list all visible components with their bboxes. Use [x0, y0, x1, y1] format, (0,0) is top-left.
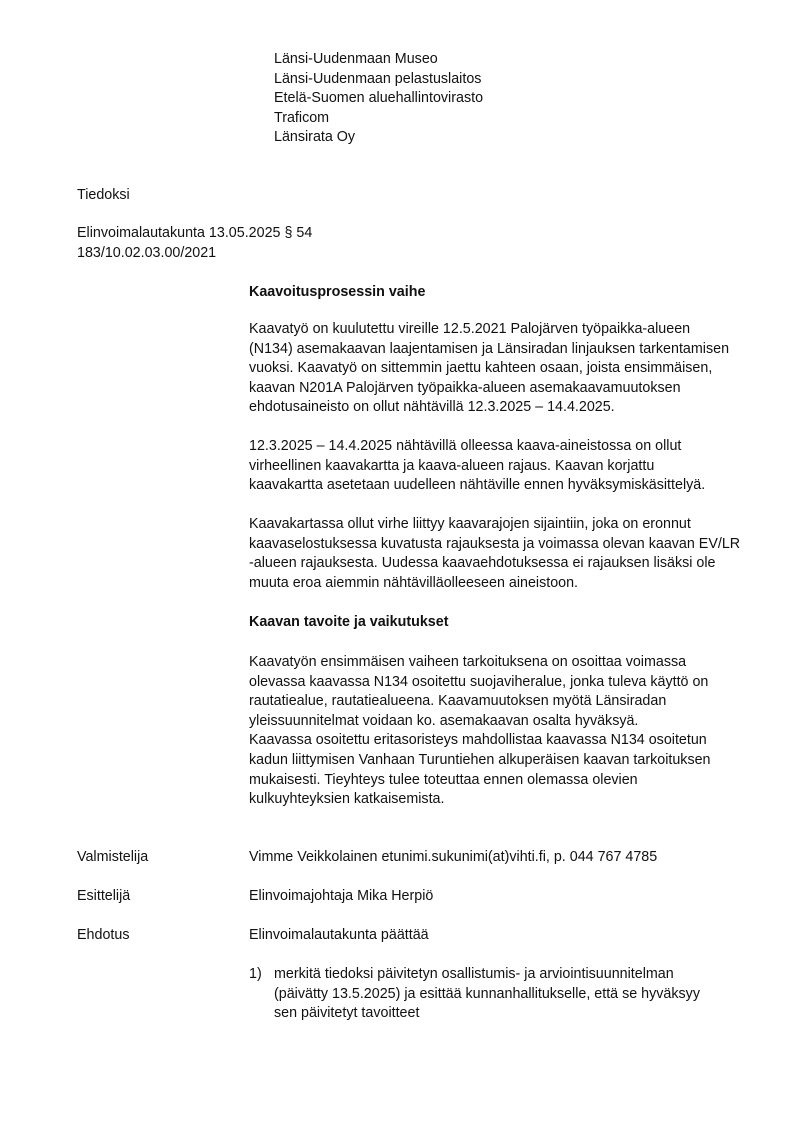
text-line: Kaavassa osoitettu eritasoristeys mahdollistaa kaavassa N134 osoitetun	[249, 732, 707, 749]
text-line: (päivätty 13.5.2025) ja esittää kunnanhallitukselle, että se hyväksyy	[274, 985, 700, 1002]
text-line: vuoksi. Kaavatyö on sittemmin jaettu kahteen osaan, joista ensimmäisen,	[249, 360, 713, 377]
case-id: 183/10.02.03.00/2021	[77, 245, 217, 261]
paragraph	[249, 320, 749, 418]
recipient: Länsi-Uudenmaan Museo	[274, 51, 438, 67]
valmistelija-label: Valmistelija	[77, 849, 149, 865]
text-line: kulkuyhteyksien katkaisemista.	[249, 791, 445, 808]
recipient: Länsi-Uudenmaan pelastuslaitos	[274, 70, 482, 87]
valmistelija-value: Vimme Veikkolainen etunimi.sukunimi(at)vihti.fi, p. 044 767 4785	[249, 849, 658, 865]
recipient: Etelä-Suomen aluehallintovirasto	[274, 90, 484, 107]
text-line: yleissuunnitelmat voidaan ko. asemakaavan osalta hyväksyä.	[249, 712, 639, 729]
text-line: kaavakartta asetetaan uudelleen nähtäville ennen hyväksymiskäsittelyä.	[249, 477, 706, 494]
recipient: Traficom	[274, 109, 330, 126]
tiedoksi-label: Tiedoksi	[77, 187, 130, 203]
decision-item-text	[274, 965, 700, 1024]
text-line: kadun liittymisen Vanhaan Turuntiehen alkuperäisen kaavan tarkoituksen	[249, 751, 711, 768]
recipient: Länsirata Oy	[274, 129, 356, 146]
esittelija-label: Esittelijä	[77, 888, 131, 904]
esittelija-value: Elinvoimajohtaja Mika Herpiö	[249, 888, 434, 904]
text-line: ehdotusaineisto on ollut nähtävillä 12.3.2025 – 14.4.2025.	[249, 399, 615, 416]
text-line: Kaavakartassa ollut virhe liittyy kaavarajojen sijaintiin, joka on eronnut	[249, 516, 691, 532]
text-line: rautatiealue, rautatiealueena. Kaavamuutoksen myötä Länsiradan	[249, 693, 667, 710]
text-line: kaavaselostuksessa kuvatusta rajauksesta ja voimassa olevan kaavan EV/LR	[249, 535, 741, 552]
text-line: kaavan N201A Palojärven työpaikka-alueen asemakaavamuutoksen	[249, 379, 681, 396]
text-line: Kaavatyö on kuulutettu vireille 12.5.2021 Palojärven työpaikka-alueen	[249, 321, 691, 337]
paragraph	[249, 437, 749, 496]
paragraph	[249, 653, 749, 810]
text-line: -alueen rajauksesta. Uudessa kaavaehdotuksessa ei rajauksen lisäksi ole	[249, 555, 716, 572]
text-line: muuta eroa aiemmin nähtävilläolleeseen aineistoon.	[249, 574, 579, 591]
section-heading-process-phase: Kaavoitusprosessin vaihe	[249, 284, 426, 300]
ehdotus-value: Elinvoimalautakunta päättää	[249, 927, 429, 943]
text-line: olevassa kaavassa N134 osoitettu suojaviheralue, jonka tuleva käyttö on	[249, 673, 709, 690]
ehdotus-label: Ehdotus	[77, 927, 130, 943]
text-line: virheellinen kaavakartta ja kaava-alueen rajaus. Kaavan korjattu	[249, 457, 655, 474]
recipient-list	[274, 50, 483, 148]
text-line: 12.3.2025 – 14.4.2025 nähtävillä olleessa kaava-aineistossa on ollut	[249, 438, 682, 454]
meeting-reference: Elinvoimalautakunta 13.05.2025 § 54	[77, 225, 313, 241]
decision-item-number: 1)	[249, 966, 262, 982]
paragraph	[249, 515, 749, 593]
text-line: mukaisesti. Tieyhteys tulee toteuttaa ennen olemassa olevien	[249, 771, 638, 788]
section-heading-goals-impacts: Kaavan tavoite ja vaikutukset	[249, 614, 449, 630]
text-line: (N134) asemakaavan laajentamisen ja Länsiradan linjauksen tarkentamisen	[249, 340, 730, 357]
text-line: Kaavatyön ensimmäisen vaiheen tarkoituksena on osoittaa voimassa	[249, 654, 687, 670]
text-line: sen päivitetyt tavoitteet	[274, 1005, 420, 1022]
text-line: merkitä tiedoksi päivitetyn osallistumis- ja arviointisuunnitelman	[274, 966, 674, 982]
